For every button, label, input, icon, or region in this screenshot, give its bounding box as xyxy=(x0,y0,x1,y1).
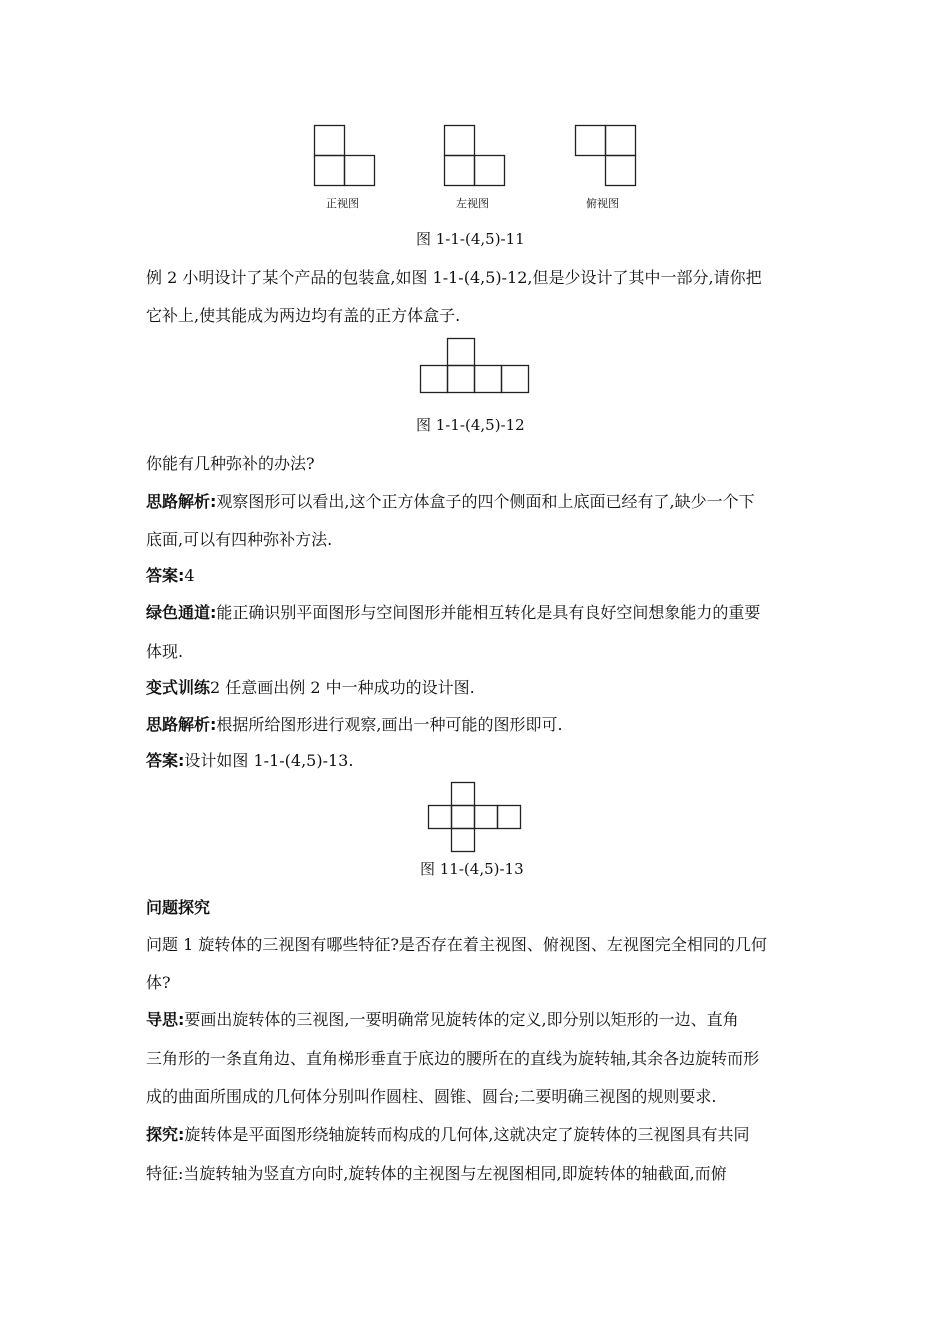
guide-line2: 三角形的一条直角边、直角梯形垂直于底边的腰所在的直线为旋转轴,其余各边旋转而形 xyxy=(146,1049,760,1068)
green-label: 绿色通道: xyxy=(146,603,217,622)
analysis1-text: 观察图形可以看出,这个正方体盒子的四个侧面和上底面已经有了,缺少一个下 xyxy=(216,492,755,511)
top-view-figure xyxy=(575,125,637,187)
front-view-figure xyxy=(314,125,376,187)
green-line2: 体现. xyxy=(146,642,184,661)
guide-text: 要画出旋转体的三视图,一要明确常见旋转体的定义,即分别以矩形的一边、直角 xyxy=(184,1010,739,1029)
variant-label: 变式训练 xyxy=(146,678,211,697)
analysis2-text: 根据所给图形进行观察,画出一种可能的图形即可. xyxy=(216,715,563,734)
explore-text: 旋转体是平面图形绕轴旋转而构成的几何体,这就决定了旋转体的三视图具有共同 xyxy=(184,1125,750,1144)
problem1-line2: 体? xyxy=(146,973,171,992)
problem1-line1: 问题 1 旋转体的三视图有哪些特征?是否存在着主视图、俯视图、左视图完全相同的几何 xyxy=(146,935,767,954)
figure-caption-11: 图 1-1-(4,5)-11 xyxy=(416,230,525,248)
answer1-line xyxy=(146,566,195,586)
guide-line3: 成的曲面所围成的几何体分别叫作圆柱、圆锥、圆台;二要明确三视图的规则要求. xyxy=(146,1087,717,1106)
answer2-line xyxy=(146,751,353,771)
answer1-label: 答案: xyxy=(146,566,185,585)
analysis1-line2: 底面,可以有四种弥补方法. xyxy=(146,530,333,549)
left-view-label: 左视图 xyxy=(456,197,489,210)
analysis1-label: 思路解析: xyxy=(146,492,217,511)
top-view-label: 俯视图 xyxy=(586,197,619,210)
green-text: 能正确识别平面图形与空间图形并能相互转化是具有良好空间想象能力的重要 xyxy=(216,603,761,622)
guide-label: 导思: xyxy=(146,1010,185,1029)
analysis2-label: 思路解析: xyxy=(146,715,217,734)
green-line1 xyxy=(146,603,760,623)
explore-label: 探究: xyxy=(146,1125,185,1144)
explore-line2: 特征:当旋转轴为竖直方向时,旋转体的主视图与左视图相同,即旋转体的轴截面,而俯 xyxy=(146,1164,727,1183)
guide-line1 xyxy=(146,1010,739,1030)
box-net-figure-12 xyxy=(420,338,530,394)
question-text: 你能有几种弥补的办法? xyxy=(146,454,315,473)
variant-text: 2 任意画出例 2 中一种成功的设计图. xyxy=(210,678,475,697)
answer2-label: 答案: xyxy=(146,751,185,770)
example2-line2: 它补上,使其能成为两边均有盖的正方体盒子. xyxy=(146,306,461,325)
analysis2-line xyxy=(146,715,563,735)
answer1-text: 4 xyxy=(184,566,195,585)
figure-caption-12: 图 1-1-(4,5)-12 xyxy=(416,416,525,434)
section-title: 问题探究 xyxy=(146,898,211,917)
example2-line1: 例 2 小明设计了某个产品的包装盒,如图 1-1-(4,5)-12,但是少设计了其中一部分,请你把 xyxy=(146,268,762,287)
left-view-figure xyxy=(444,125,506,187)
figure-caption-13: 图 11-(4,5)-13 xyxy=(420,860,524,878)
front-view-label: 正视图 xyxy=(326,197,359,210)
cross-net-figure-13 xyxy=(428,782,523,854)
variant-line xyxy=(146,678,475,698)
answer2-text: 设计如图 1-1-(4,5)-13. xyxy=(184,751,354,770)
explore-line1 xyxy=(146,1125,750,1145)
analysis1-line1 xyxy=(146,492,755,512)
